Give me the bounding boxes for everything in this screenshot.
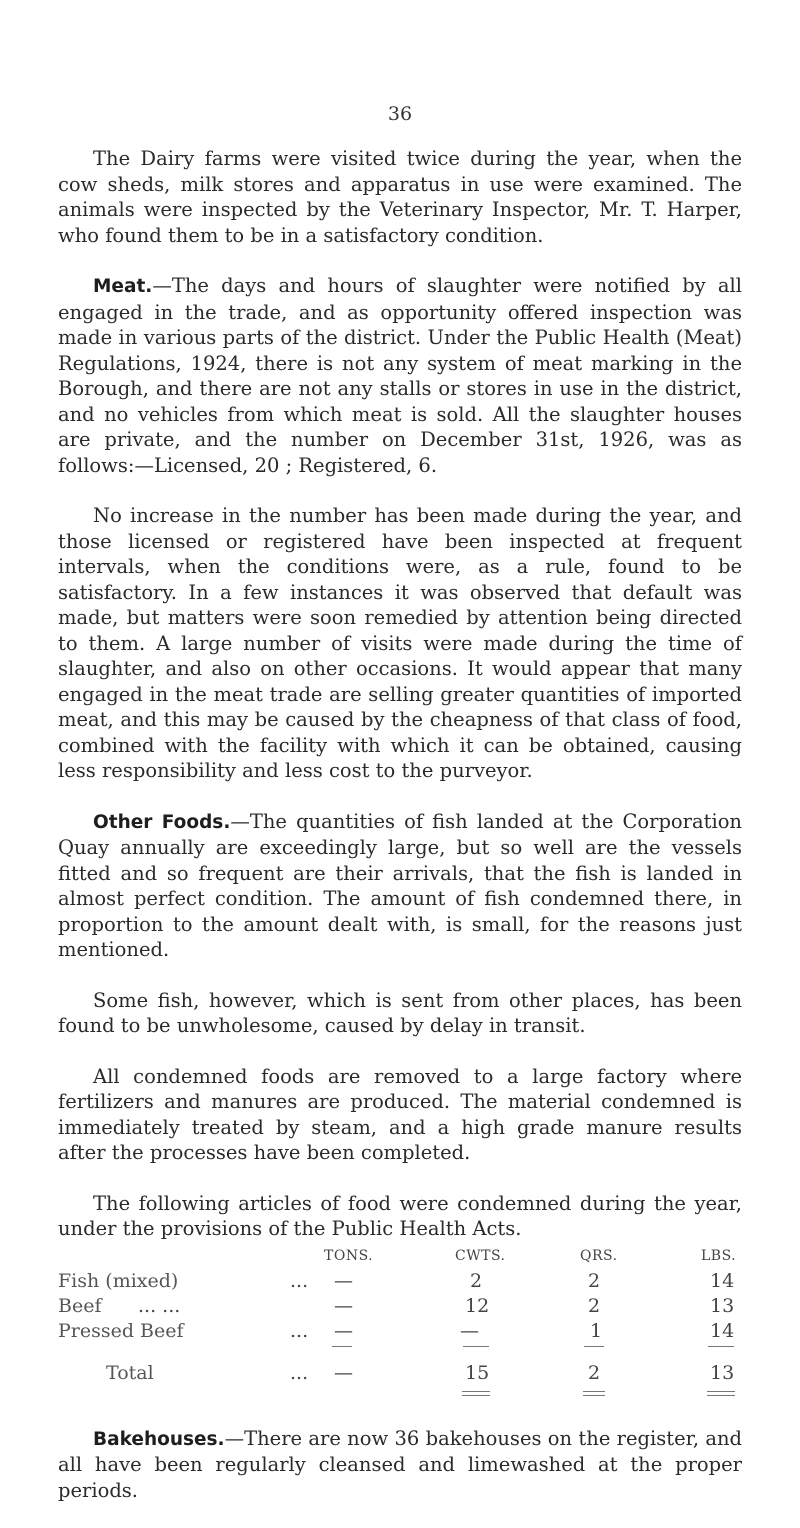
paragraph-some-fish: Some fish, however, which is sent from other places, has been found to be unwholesome, caused by delay in transit. — [58, 988, 742, 1037]
col-header-lbs: LBS. — [701, 1247, 737, 1264]
cell-lbs: 14 — [710, 1319, 735, 1342]
total-section — [58, 1344, 742, 1404]
subtotal-rule — [463, 1346, 489, 1347]
cell-cwts: 12 — [465, 1294, 490, 1317]
total-label: Total — [106, 1361, 154, 1384]
other-foods-text: —The quantities of fish landed at the Corporation Quay annually are exceedingly large, but so well are the vessels fitted and so frequent are their arrivals, that the fish is landed in almost perfect condition. The amount of fish condemned there, in proportion to the amount dealt with, is small, for the reasons just mentioned. — [58, 809, 742, 961]
cell-cwts: — — [460, 1319, 479, 1342]
meat-text: —The days and hours of slaughter were notified by all engaged in the trade, and as opportunity offered inspection was made in various parts of the district. Under the Public Health (Meat) Regulations, 1924, there is not any system of meat marking in the Borough, and there are not any stalls or stores in use in the district, and no vehicles from which meat is sold. All the slaughter houses are private, and the number on December 31st, 1926, was as follows:—Licensed, 20 ; Registered, 6. — [58, 274, 742, 477]
heading-bakehouses: Bakehouses. — [93, 1428, 225, 1450]
heading-meat: Meat. — [93, 276, 153, 297]
cell-qrs: 1 — [590, 1319, 603, 1342]
paragraph-following: The following articles of food were condemned during the year, under the provisions of the Public Health Acts. — [58, 1191, 742, 1240]
paragraph-dairy: The Dairy farms were visited twice during the year, when the cow sheds, milk stores and apparatus in use were examined. The animals were inspected by the Veterinary Inspector, Mr. T. Harper, who found them to be in a satisfactory condition. — [58, 147, 742, 247]
col-header-qrs: QRS. — [580, 1247, 618, 1264]
heading-other-foods: Other Foods. — [93, 811, 231, 833]
total-leader: ... — [290, 1361, 309, 1384]
total-double-rule — [583, 1391, 605, 1396]
row-label: Beef — [58, 1294, 102, 1317]
subtotal-rule — [708, 1346, 734, 1347]
paragraph-other-foods — [58, 809, 742, 963]
col-header-tons: TONS. — [324, 1247, 374, 1264]
cell-qrs: 2 — [588, 1269, 601, 1292]
cell-tons: — — [334, 1269, 353, 1292]
paragraph-condemned: All condemned foods are removed to a large factory where fertilizers and manures are produced. The material condemned is immediately treated by steam, and a high grade manure results after the processes have been completed. — [58, 1064, 742, 1164]
cell-tons: — — [334, 1294, 353, 1317]
condemned-food-table — [58, 1244, 742, 1344]
total-lbs: 13 — [710, 1361, 735, 1384]
body-text — [58, 146, 742, 1528]
total-double-rule — [462, 1391, 490, 1396]
row-label: Pressed Beef — [58, 1319, 184, 1342]
bakehouses-text: —There are now 36 bakehouses on the register, and all have been regularly cleansed and limewashed at the proper periods. — [58, 1426, 742, 1502]
subtotal-rule — [584, 1346, 604, 1347]
row-label: Fish (mixed) — [58, 1269, 179, 1292]
cell-lbs: 14 — [710, 1269, 735, 1292]
page-number: 36 — [387, 103, 413, 125]
cell-lbs: 13 — [710, 1294, 735, 1317]
col-header-cwts: CWTS. — [455, 1247, 506, 1264]
total-double-rule — [707, 1391, 735, 1396]
cell-tons: — — [334, 1319, 353, 1342]
paragraph-increase: No increase in the number has been made during the year, and those licensed or registered have been inspected at frequent intervals, when the conditions were, as a rule, found to be satisfactory. In a few instances it was observed that default was made, but matters were soon remedied by attention being directed to them. A large number of visits were made during the time of slaughter, and also on other occasions. It would appear that many engaged in the meat trade are selling greater quantities of imported meat, and this may be caused by the cheapness of that class of food, combined with the facility with which it can be obtained, causing less responsibility and less cost to the purveyor. — [58, 504, 742, 782]
total-tons: — — [334, 1361, 353, 1384]
cell-cwts: 2 — [470, 1269, 483, 1292]
total-cwts: 15 — [465, 1361, 490, 1384]
total-qrs: 2 — [588, 1361, 601, 1384]
subtotal-rule — [332, 1346, 352, 1347]
row-leader: ... — [290, 1319, 309, 1342]
paragraph-meat — [58, 273, 742, 478]
row-leader: ... — [290, 1269, 309, 1292]
paragraph-bakehouses — [58, 1426, 742, 1504]
cell-qrs: 2 — [588, 1294, 601, 1317]
row-leader: ... ... — [138, 1294, 181, 1317]
